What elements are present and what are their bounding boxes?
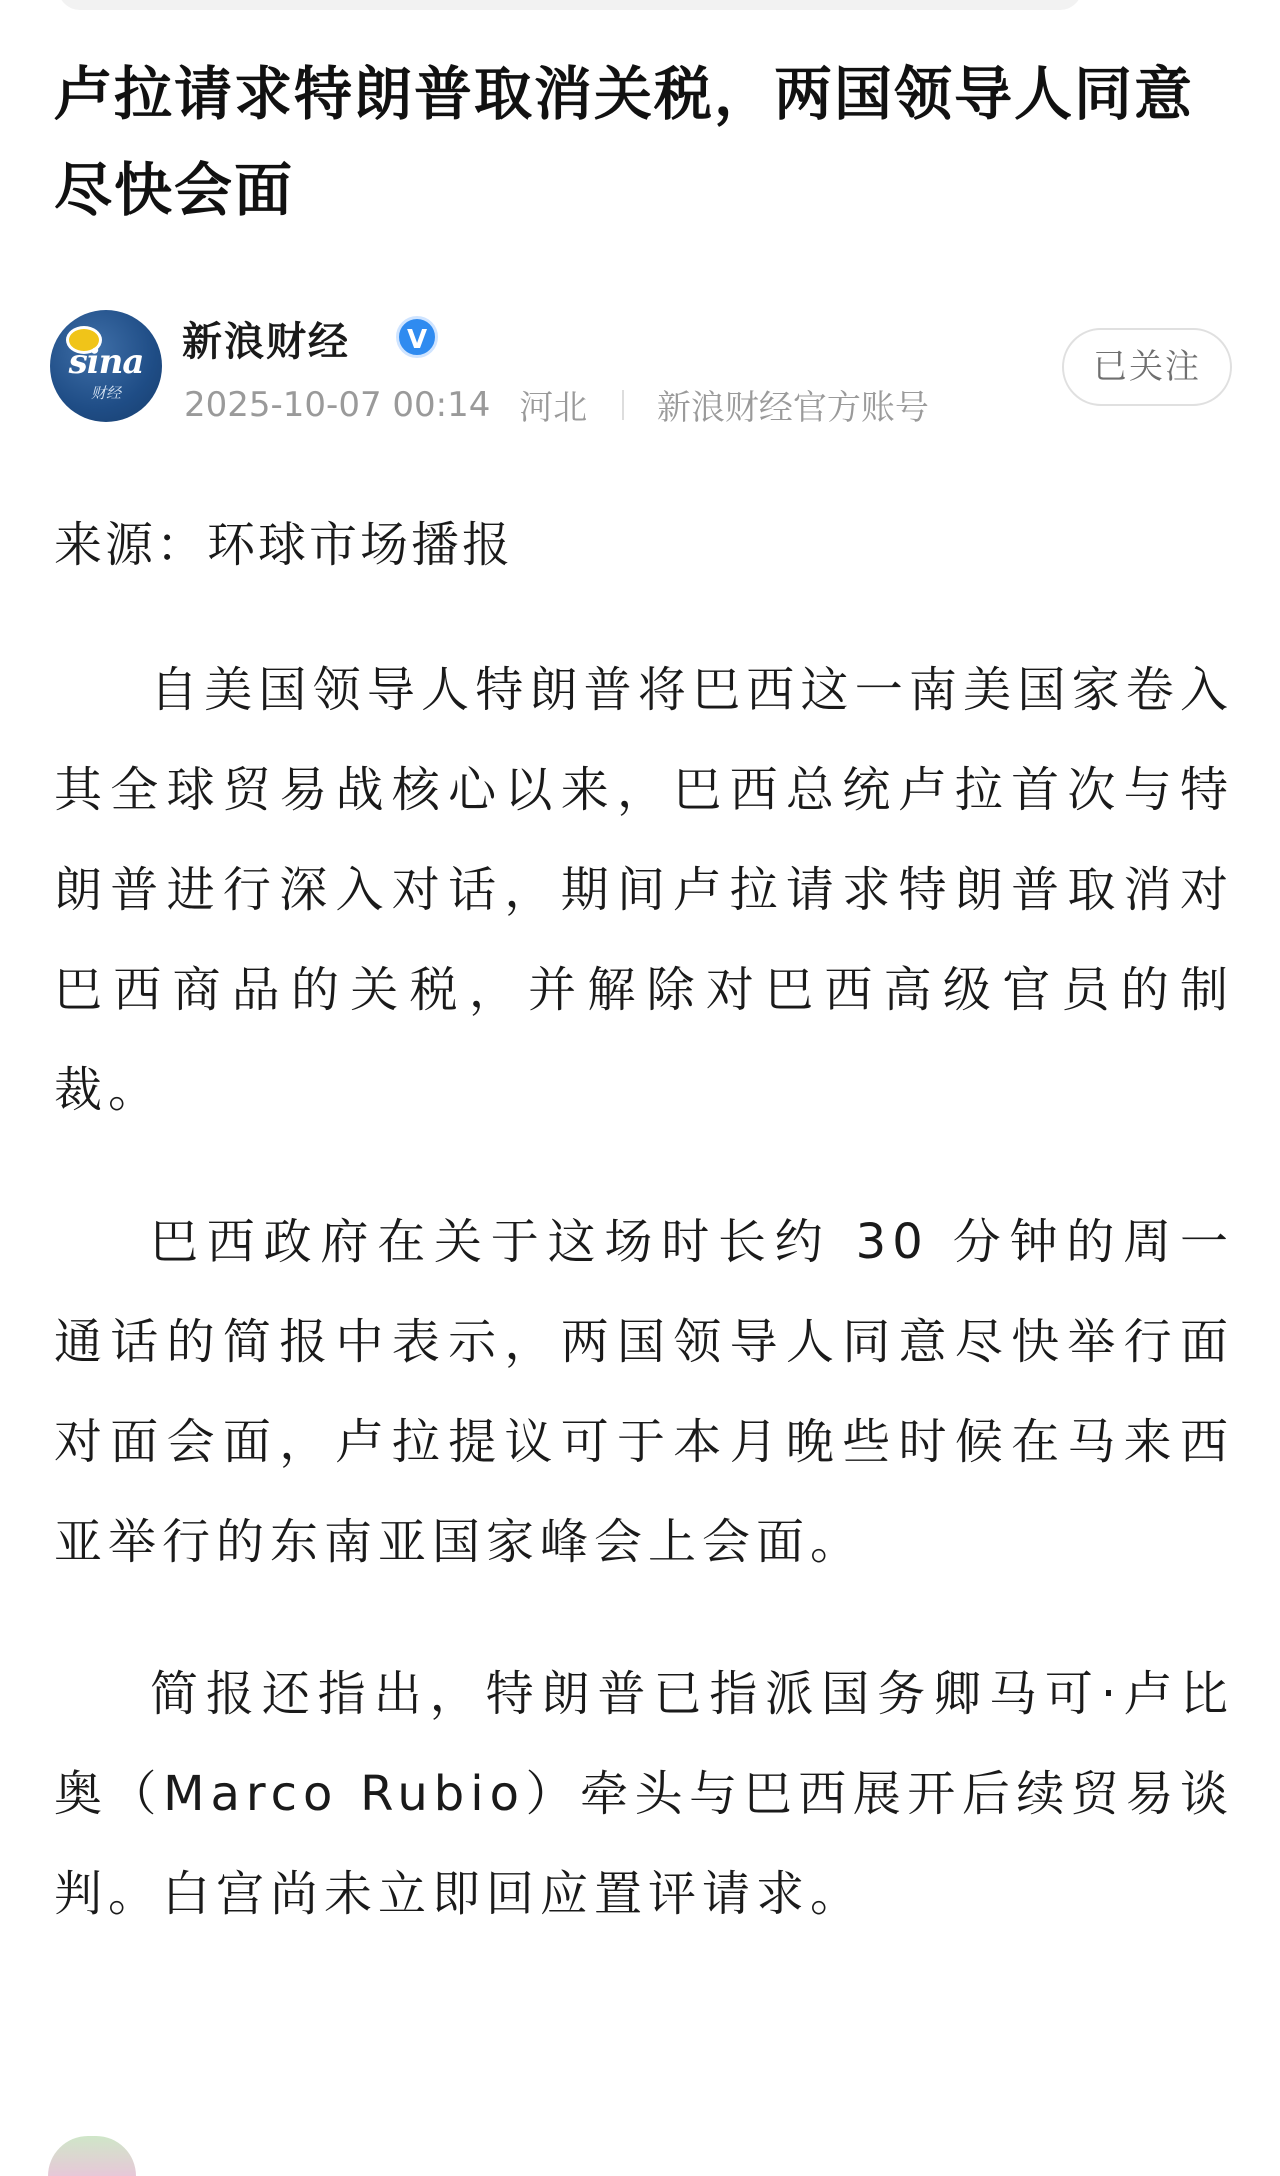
article-paragraph: 简报还指出，特朗普已指派国务卿马可·卢比奥（Marco Rubio）牵头与巴西展开后续贸易谈判。白宫尚未立即回应置评请求。 [54, 1666, 1234, 1922]
avatar-logo-subtext: 财经 [90, 384, 121, 402]
article-paragraph: 巴西政府在关于这场时长约 30 分钟的周一通话的简报中表示，两国领导人同意尽快举行面对面会面，卢拉提议可于本月晚些时候在马来西亚举行的东南亚国家峰会上会面。 [54, 1214, 1234, 1570]
next-item-avatar[interactable] [48, 2136, 136, 2176]
author-name[interactable]: 新浪财经 [182, 319, 350, 365]
top-search-bar[interactable] [58, 0, 1082, 10]
article-source: 来源：环球市场播报 [54, 517, 514, 573]
author-avatar[interactable] [50, 310, 162, 422]
post-timestamp: 2025-10-07 00:14 [184, 384, 491, 425]
post-location: 河北 [519, 388, 588, 428]
verified-badge-icon: V [396, 316, 438, 358]
article-body [54, 640, 1234, 1996]
follow-button[interactable]: 已关注 [1062, 328, 1232, 406]
account-type-label: 新浪财经官方账号 [656, 388, 929, 428]
article-paragraph: 自美国领导人特朗普将巴西这一南美国家卷入其全球贸易战核心以来，巴西总统卢拉首次与特朗普进行深入对话，期间卢拉请求特朗普取消对巴西商品的关税，并解除对巴西高级官员的制裁。 [54, 662, 1234, 1118]
meta-divider [622, 390, 624, 420]
article-title: 卢拉请求特朗普取消关税，两国领导人同意尽快会面 [54, 60, 1195, 224]
avatar-logo-text: sina [68, 342, 144, 382]
author-header [50, 306, 1230, 434]
post-meta [184, 380, 929, 429]
